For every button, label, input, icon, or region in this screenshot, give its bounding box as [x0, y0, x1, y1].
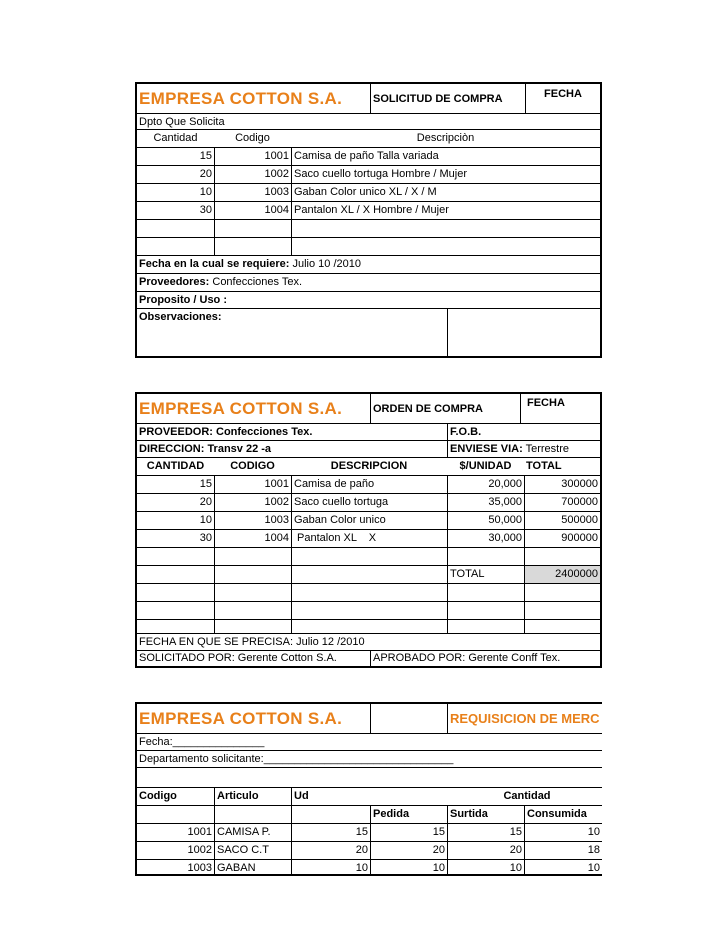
requisicion-col-headers: [137, 788, 602, 806]
enviese: [447, 441, 600, 457]
dpto-label: Dpto Que Solicita: [139, 116, 225, 128]
form-title: ORDEN DE COMPRA: [370, 394, 520, 423]
consumida-cell: 10: [524, 824, 602, 841]
descripcion-cell: Saco cuello tortuga: [291, 494, 447, 511]
company-name: EMPRESA COTTON S.A.: [139, 399, 343, 418]
table-row-empty: [137, 602, 600, 620]
dpto-row: [137, 114, 600, 130]
fecha-req-label: Fecha en la cual se requiere:: [139, 258, 290, 270]
proveedores: [137, 274, 600, 291]
solicitado-por: SOLICITADO POR: Gerente Cotton S.A.: [139, 652, 337, 664]
table-row: [137, 824, 602, 842]
form-title: SOLICITUD DE COMPRA: [370, 84, 525, 113]
codigo-cell: 1002: [214, 166, 291, 183]
enviese-value: Terrestre: [525, 443, 570, 455]
unidad-cell: 35,000: [447, 494, 524, 511]
descripcion-cell: Pantalon XL X: [291, 530, 447, 547]
total-row: [137, 566, 600, 584]
descripcion-cell: Gaban Color unico XL / X / M: [291, 184, 600, 201]
proposito-row: [137, 292, 600, 309]
empty-cell: [137, 220, 214, 237]
total-cell: 700000: [524, 494, 600, 511]
col-cantidad: Cantidad: [503, 790, 551, 802]
col-descripcion: DESCRIPCION: [330, 460, 408, 472]
empty-cell: [291, 566, 447, 583]
empty-cell: [137, 602, 214, 619]
empty-cell: [447, 620, 524, 633]
cantidad-cell: 20: [199, 168, 212, 180]
empty-cell: [524, 620, 600, 633]
table-row-empty: [137, 220, 600, 238]
consumida-cell: 18: [524, 842, 602, 859]
direccion-row: [137, 441, 600, 458]
descripcion-cell: Camisa de paño: [291, 476, 447, 493]
empty-cell: [447, 584, 524, 601]
spacer-row: [137, 768, 602, 788]
col-codigo: Codigo: [235, 132, 270, 144]
consumida-cell: 10: [524, 860, 602, 876]
empty-cell: [291, 220, 600, 237]
proveedor-row: [137, 424, 600, 441]
table-row: [137, 860, 602, 876]
fob-label: F.O.B.: [447, 424, 600, 440]
empty-cell: [214, 548, 291, 565]
codigo-cell: 1001: [187, 826, 212, 838]
empty-cell: [291, 548, 447, 565]
codigo-cell: 1002: [187, 844, 212, 856]
requisicion-header-row: [137, 704, 602, 734]
orden-header-row: [137, 394, 600, 424]
table-row: [137, 476, 600, 494]
ud-cell: 10: [291, 860, 370, 876]
orden-col-headers: [137, 458, 600, 476]
empty-cell: [137, 238, 214, 255]
ud-cell: 20: [291, 842, 370, 859]
company-name: EMPRESA COTTON S.A.: [139, 709, 343, 728]
empty-cell: [291, 620, 447, 633]
cantidad-cell: 10: [199, 514, 212, 526]
col-total: TOTAL: [526, 460, 562, 472]
col-pedida: Pedida: [370, 806, 447, 823]
departamento-row: [137, 751, 602, 768]
table-row-empty: [137, 548, 600, 566]
col-articulo: Articulo: [214, 788, 291, 805]
empty-cell: [137, 566, 214, 583]
empty-cell: [447, 602, 524, 619]
form-title: REQUISICION DE MERC: [447, 704, 602, 733]
col-unidad: $/UNIDAD: [459, 460, 512, 472]
enviese-label: ENVIESE VIA:: [450, 443, 523, 455]
fecha-req: [137, 256, 600, 273]
surtida-cell: 20: [447, 842, 524, 859]
empty-cell: [447, 548, 524, 565]
firmas-row: [137, 651, 600, 666]
direccion: DIRECCION: Transv 22 -a: [139, 443, 272, 455]
solicitud-form: [135, 82, 602, 358]
codigo-cell: 1001: [214, 148, 291, 165]
descripcion-cell: Gaban Color unico: [291, 512, 447, 529]
col-consumida: Consumida: [524, 806, 602, 823]
fecha-label: FECHA: [520, 394, 600, 423]
observaciones-label: Observaciones:: [139, 311, 222, 323]
departamento-field: Departamento solicitante:_______________________________: [139, 753, 454, 765]
cantidad-cell: 15: [199, 150, 212, 162]
solicitud-col-headers: [137, 130, 600, 148]
descripcion-cell: Pantalon XL / X Hombre / Mujer: [291, 202, 600, 219]
header-blank: [370, 704, 447, 733]
fecha-req-value: Julio 10 /2010: [292, 258, 361, 270]
cantidad-cell: 15: [199, 478, 212, 490]
ud-cell: 15: [291, 824, 370, 841]
requisicion-form: [135, 702, 602, 876]
codigo-cell: 1002: [214, 494, 291, 511]
aprobado-por: APROBADO POR: Gerente Conff Tex.: [370, 651, 600, 666]
codigo-cell: 1004: [214, 530, 291, 547]
table-row-empty: [137, 620, 600, 634]
table-row: [137, 842, 602, 860]
proveedores-value: Confecciones Tex.: [212, 276, 303, 288]
unidad-cell: 20,000: [447, 476, 524, 493]
empty-cell: [524, 602, 600, 619]
empty-cell: [524, 584, 600, 601]
empty-cell: [137, 584, 214, 601]
descripcion-cell: Camisa de paño Talla variada: [291, 148, 600, 165]
grand-total: 2400000: [524, 566, 600, 583]
empty-cell: [291, 238, 600, 255]
solicitud-header-row: [137, 84, 600, 114]
surtida-cell: 10: [447, 860, 524, 876]
fecha-precisa: FECHA EN QUE SE PRECISA: Julio 12 /2010: [139, 636, 365, 648]
pedida-cell: 20: [370, 842, 447, 859]
col-codigo: Codigo: [139, 790, 177, 802]
requisicion-subheaders: [137, 806, 602, 824]
codigo-cell: 1001: [214, 476, 291, 493]
empty-cell: [137, 806, 214, 823]
table-row-empty: [137, 238, 600, 256]
col-cantidad: CANTIDAD: [146, 460, 205, 472]
articulo-cell: SACO C.T: [214, 842, 291, 859]
table-row: [137, 512, 600, 530]
col-surtida: Surtida: [447, 806, 524, 823]
table-row: [137, 166, 600, 184]
empty-cell: [291, 584, 447, 601]
descripcion-cell: Saco cuello tortuga Hombre / Mujer: [291, 166, 600, 183]
empty-cell: [291, 806, 370, 823]
surtida-cell: 15: [447, 824, 524, 841]
table-row: [137, 148, 600, 166]
table-row-empty: [137, 584, 600, 602]
cantidad-cell: 30: [199, 532, 212, 544]
empty-cell: [137, 548, 214, 565]
table-row: [137, 202, 600, 220]
total-cell: 900000: [524, 530, 600, 547]
proveedor: PROVEEDOR: Confecciones Tex.: [139, 426, 313, 438]
empty-cell: [214, 566, 291, 583]
cantidad-cell: 10: [199, 186, 212, 198]
empty-cell: [214, 620, 291, 633]
table-row: [137, 530, 600, 548]
observaciones-box: [447, 309, 600, 356]
fecha-precisa-row: [137, 634, 600, 651]
fecha-label: FECHA: [525, 84, 600, 113]
cantidad-cell: 20: [199, 496, 212, 508]
orden-form: [135, 392, 602, 668]
proposito-label: Proposito / Uso :: [139, 294, 227, 306]
empty-cell: [214, 220, 291, 237]
empty-cell: [214, 602, 291, 619]
empty-cell: [214, 584, 291, 601]
fecha-row: [137, 734, 602, 751]
table-row: [137, 184, 600, 202]
observaciones-row: [137, 309, 600, 356]
total-cell: 500000: [524, 512, 600, 529]
empty-cell: [524, 548, 600, 565]
unidad-cell: 50,000: [447, 512, 524, 529]
empty-cell: [214, 806, 291, 823]
codigo-cell: 1003: [187, 862, 212, 874]
empty-cell: [291, 602, 447, 619]
proveedores-label: Proveedores:: [139, 276, 210, 288]
col-ud: Ud: [291, 788, 370, 805]
articulo-cell: CAMISA P.: [214, 824, 291, 841]
unidad-cell: 30,000: [447, 530, 524, 547]
empty-cell: [137, 620, 214, 633]
proveedores-row: [137, 274, 600, 292]
total-label: TOTAL: [447, 566, 524, 583]
codigo-cell: 1004: [214, 202, 291, 219]
fecha-field: Fecha:_______________: [139, 736, 265, 748]
company-name: EMPRESA COTTON S.A.: [139, 89, 343, 108]
fecha-req-row: [137, 256, 600, 274]
col-descripcion: Descripciòn: [416, 132, 475, 144]
codigo-cell: 1003: [214, 184, 291, 201]
pedida-cell: 15: [370, 824, 447, 841]
pedida-cell: 10: [370, 860, 447, 876]
cantidad-cell: 30: [199, 204, 212, 216]
table-row: [137, 494, 600, 512]
codigo-cell: 1003: [214, 512, 291, 529]
col-cantidad: Cantidad: [153, 132, 198, 144]
total-cell: 300000: [524, 476, 600, 493]
col-codigo: CODIGO: [230, 460, 275, 472]
empty-cell: [214, 238, 291, 255]
articulo-cell: GABAN: [214, 860, 291, 876]
